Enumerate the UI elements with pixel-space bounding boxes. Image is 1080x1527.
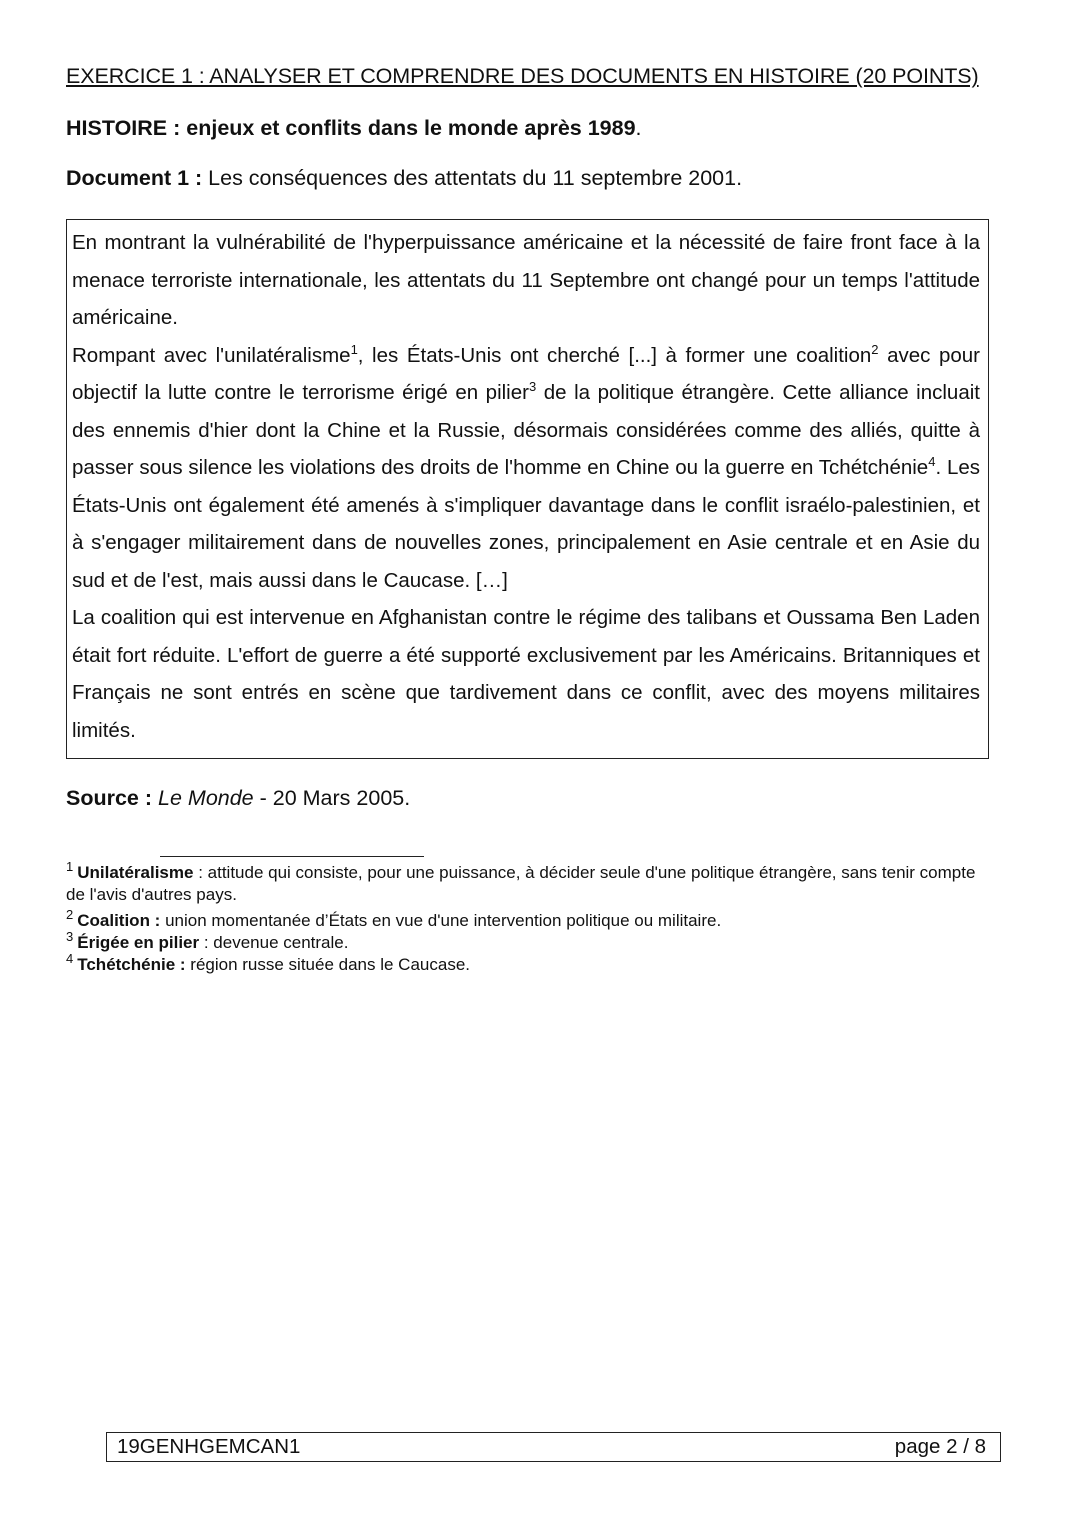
footnote-number: 1 bbox=[66, 859, 74, 875]
footnote-2 bbox=[66, 907, 986, 932]
footnote-text: région russe située dans le Caucase. bbox=[185, 955, 471, 974]
quote-p2-part-a: Rompant avec l'unilatéralisme bbox=[72, 343, 351, 367]
footnote-3 bbox=[66, 929, 986, 954]
exam-code: 19GENHGEMCAN1 bbox=[117, 1435, 301, 1458]
footnote-number: 2 bbox=[66, 907, 74, 923]
footnote-4 bbox=[66, 951, 986, 976]
document-title: Les conséquences des attentats du 11 septembre 2001. bbox=[202, 166, 743, 190]
document-label: Document 1 : bbox=[66, 166, 203, 190]
source-line bbox=[66, 786, 410, 811]
footnote-ref-2: 2 bbox=[871, 341, 879, 357]
footnote-text: union momentanée d’États en vue d'une intervention politique ou militaire. bbox=[160, 911, 722, 930]
quote-box bbox=[66, 219, 989, 759]
footnote-1 bbox=[66, 859, 986, 906]
page-footer bbox=[106, 1432, 1001, 1462]
quote-p2-part-e: . Les États-Unis ont également été amenés à s'impliquer davantage dans le conflit israélo-palestinien, et à s'engager militairement dans de nouvelles zones, principalement en Asie centrale et en Asie du sud et de l'est, mais aussi dans le Caucase. […] bbox=[72, 456, 980, 592]
footnote-text: : devenue centrale. bbox=[199, 933, 349, 952]
footnote-text: : attitude qui consiste, pour une puissance, à décider seule d'une politique étrangère, sans tenir compte de l'avis d'autres pays. bbox=[66, 863, 976, 904]
footnote-term: Érigée en pilier bbox=[77, 933, 200, 952]
quote-paragraph-3: La coalition qui est intervenue en Afghanistan contre le régime des talibans et Oussama Ben Laden était fort réduite. L'effort de guerre a été supporté exclusivement par les Américains. Britanniques et Français ne sont entrés en scène que tardivement dans ce conflit, avec des moyens militaires limités. bbox=[72, 606, 980, 742]
footnote-term: Unilatéralisme bbox=[77, 863, 194, 882]
quote-paragraph-2 bbox=[72, 337, 980, 600]
exercise-title: EXERCICE 1 : ANALYSER ET COMPRENDRE DES DOCUMENTS EN HISTOIRE (20 POINTS) bbox=[66, 64, 979, 88]
source-date: - 20 Mars 2005. bbox=[253, 786, 411, 810]
source-publication: Le Monde bbox=[158, 786, 254, 810]
footnote-ref-3: 3 bbox=[528, 379, 537, 395]
quote-p2-part-b: , les États-Unis ont cherché [...] à former une coalition bbox=[357, 343, 872, 367]
section-title bbox=[66, 116, 642, 141]
footnotes bbox=[66, 859, 986, 976]
footnote-term: Coalition : bbox=[77, 911, 161, 930]
quote-paragraph-1: En montrant la vulnérabilité de l'hyperpuissance américaine et la nécessité de faire front face à la menace terroriste internationale, les attentats du 11 Septembre ont changé pour un temps l'attitude américaine. bbox=[72, 231, 980, 329]
footnote-divider bbox=[160, 856, 424, 857]
footnote-ref-4: 4 bbox=[928, 454, 936, 470]
footnote-number: 3 bbox=[66, 929, 74, 945]
footnote-term: Tchétchénie : bbox=[77, 955, 186, 974]
section-title-text: HISTOIRE : enjeux et conflits dans le monde après 1989 bbox=[66, 116, 636, 140]
quote-p2-part-c: avec pour objectif la lutte contre le terrorisme érigé en pilier bbox=[72, 343, 980, 404]
section-title-period: . bbox=[635, 116, 642, 140]
footnote-ref-1: 1 bbox=[350, 341, 358, 357]
document-heading bbox=[66, 166, 742, 191]
page-number: page 2 / 8 bbox=[894, 1435, 986, 1458]
quote-p2-part-d: de la politique étrangère. Cette alliance incluait des ennemis d'hier dont la Chine et la Russie, désormais considérées comme des alliés, quitte à passer sous silence les violations des droits de l'homme en Chine ou la guerre en Tchétchénie bbox=[72, 381, 980, 479]
footnote-number: 4 bbox=[66, 951, 74, 967]
source-label: Source : bbox=[66, 786, 153, 810]
